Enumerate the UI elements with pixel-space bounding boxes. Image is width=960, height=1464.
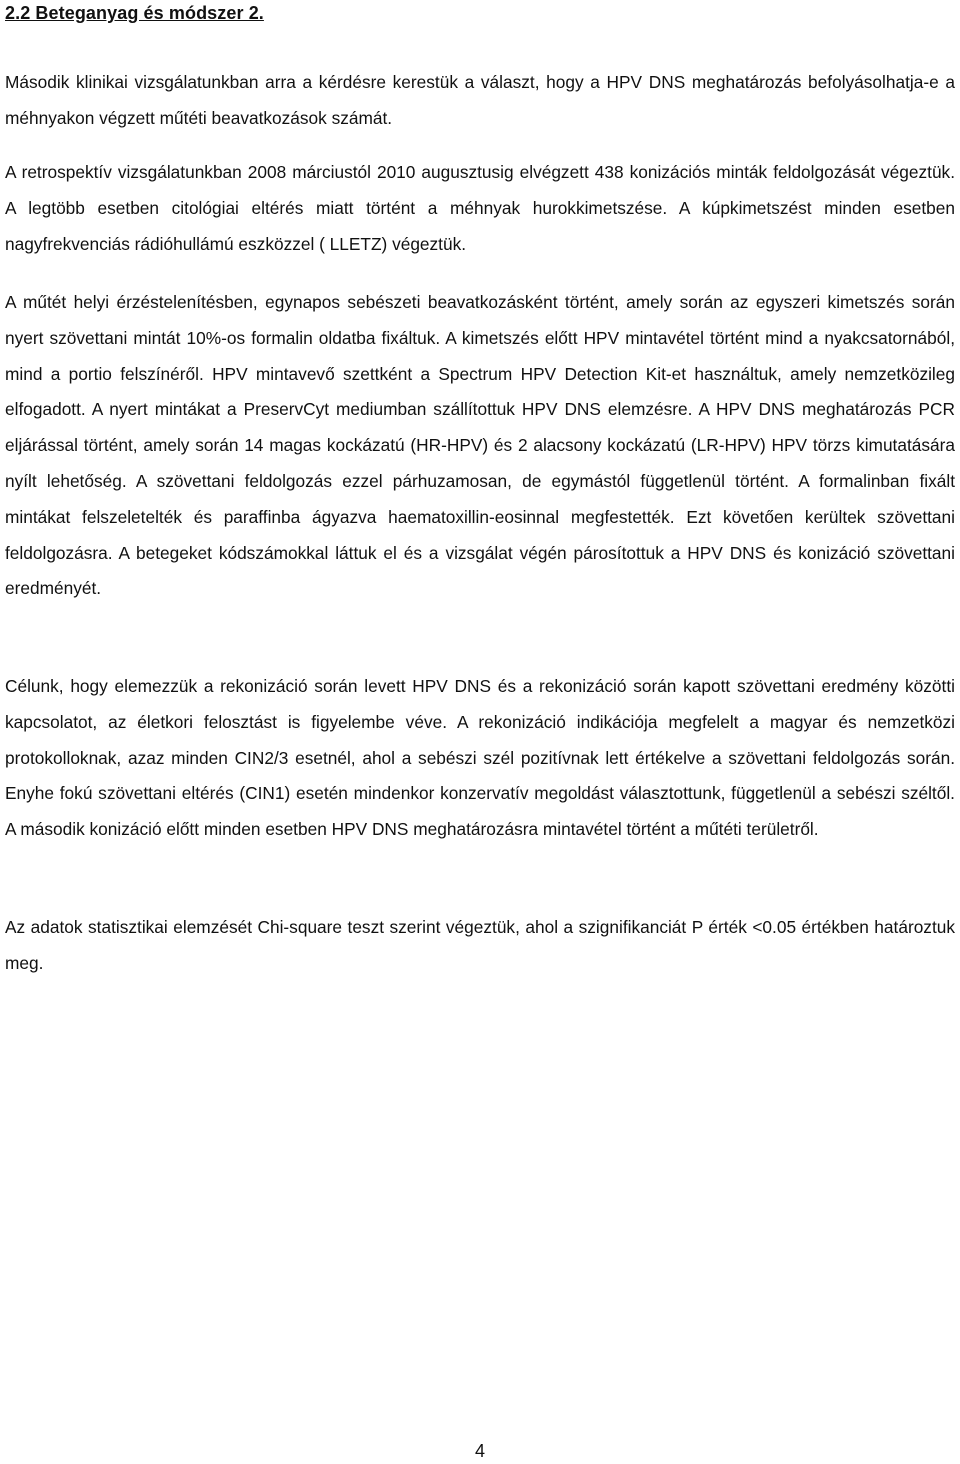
section-heading-container (5, 1, 264, 25)
paragraph-statistics: Az adatok statisztikai elemzését Chi-square teszt szerint végeztük, ahol a szignifikanciát P érték <0.05 értékben határoztuk meg. (5, 917, 955, 973)
paragraph-retrospective-study: A retrospektív vizsgálatunkban 2008 márciustól 2010 augusztusig elvégzett 438 konizációs minták feldolgozását végeztük. A legtöbb esetben citológiai eltérés miatt történt a méhnyak hurokkimetszése. A kúpkimetszést minden esetben nagyfrekvenciás rádióhullámú eszközzel ( LLETZ) végeztük. (5, 162, 955, 254)
paragraph-reconization-aim: Célunk, hogy elemezzük a rekonizáció során levett HPV DNS és a rekonizáció során kapott szövettani eredmény közötti kapcsolatot, az életkori felosztást is figyelembe véve. A rekonizáció indikációja megfelelt a magyar és nemzetközi protokolloknak, azaz minden CIN2/3 esetnél, ahol a sebészi szél pozitívnak lett értékelve a szövettani feldolgozás során. Enyhe fokú szövettani eltérés (CIN1) esetén mindenkor konzervatív megoldást választottunk, függetlenül a sebészi széltől. A második konizáció előtt minden esetben HPV DNS meghatározásra mintavétel történt a műtéti területről. (5, 676, 955, 840)
page-number: 4 (474, 1441, 485, 1461)
paragraph-surgical-method: A műtét helyi érzéstelenítésben, egynapos sebészeti beavatkozásként történt, amely során az egyszeri kimetszés során nyert szövettani mintát 10%-os formalin oldatba fixáltuk. A kimetszés előtt HPV mintavétel történt mind a nyakcsatornából, mind a portio felszínéről. HPV mintavevő szettként a Spectrum HPV Detection Kit-et használtuk, amely nemzetközileg elfogadott. A nyert mintákat a PreservCyt mediumban szállítottuk HPV DNS elemzésre. A HPV DNS meghatározás PCR eljárással történt, amely során 14 magas kockázatú (HR-HPV) és 2 alacsony kockázatú (LR-HPV) HPV törzs kimutatására nyílt lehetőség. A szövettani feldolgozás ezzel párhuzamosan, de egymástól függetlenül történt. A formalinban fixált mintákat felszeletelték és paraffinba ágyazva haematoxillin-eosinnal megfestették. Ezt követően kerültek szövettani feldolgozásra. A betegeket kódszámokkal láttuk el és a vizsgálat végén párosítottuk a HPV DNS és konizáció szövettani eredményét. (5, 292, 955, 599)
section-heading: 2.2 Beteganyag és módszer 2. (5, 3, 264, 23)
paragraph-study-aim: Második klinikai vizsgálatunkban arra a kérdésre kerestük a választ, hogy a HPV DNS meghatározás befolyásolhatja-e a méhnyakon végzett műtéti beavatkozások számát. (5, 72, 955, 128)
